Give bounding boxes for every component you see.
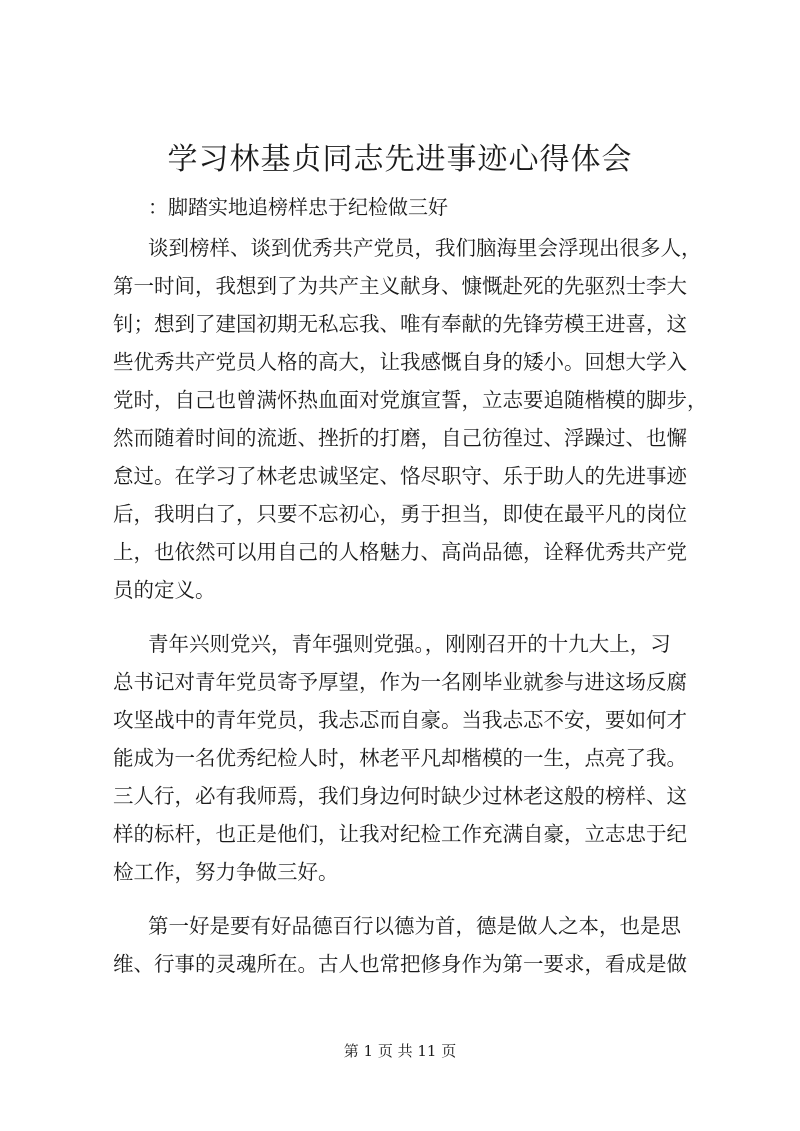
- body-line: 总书记对青年党员寄予厚望，作为一名刚毕业就参与进这场反腐: [113, 670, 687, 694]
- body-line: 上，也依然可以用自己的人格魅力、高尚品德，诠释优秀共产党: [113, 540, 687, 564]
- body-line: 员的定义。: [113, 578, 216, 602]
- body-line: 些优秀共产党员人格的高大，让我感慨自身的矮小。回想大学入: [113, 350, 687, 374]
- body-line: 能成为一名优秀纪检人时，林老平凡却楷模的一生，点亮了我。: [113, 746, 687, 770]
- body-line: 检工作，努力争做三好。: [113, 860, 339, 884]
- body-line: 后，我明白了，只要不忘初心，勇于担当，即使在最平凡的岗位: [113, 502, 687, 526]
- body-line: 第一时间，我想到了为共产主义献身、慷慨赴死的先驱烈士李大: [113, 274, 687, 298]
- document-title: 学习林基贞同志先进事迹心得体会: [167, 142, 633, 177]
- body-line: 第一好是要有好品德百行以德为首，德是做人之本，也是思: [148, 914, 681, 938]
- body-line: 三人行，必有我师焉，我们身边何时缺少过林老这般的榜样、这: [113, 784, 687, 808]
- body-line: 然而随着时间的流逝、挫折的打磨，自己彷徨过、浮躁过、也懈: [113, 426, 687, 450]
- page-footer: 第 1 页 共 11 页: [343, 1042, 457, 1060]
- body-line: 钊；想到了建国初期无私忘我、唯有奉献的先锋劳模王进喜，这: [113, 312, 687, 336]
- body-line: 谈到榜样、谈到优秀共产党员，我们脑海里会浮现出很多人，: [148, 236, 702, 260]
- body-line: 维、行事的灵魂所在。古人也常把修身作为第一要求，看成是做: [113, 952, 687, 976]
- body-line: 样的标杆，也正是他们，让我对纪检工作充满自豪，立志忠于纪: [113, 822, 687, 846]
- body-line: 怠过。在学习了林老忠诚坚定、恪尽职守、乐于助人的先进事迹: [113, 464, 687, 488]
- body-line: 青年兴则党兴，青年强则党强。，刚刚召开的十九大上，习: [148, 632, 671, 656]
- body-line: 党时，自己也曾满怀热血面对党旗宣誓，立志要追随楷模的脚步，: [113, 388, 708, 412]
- document-subtitle: ：脚踏实地追榜样忠于纪检做三好: [148, 195, 448, 219]
- body-line: 攻坚战中的青年党员，我忐忑而自豪。当我忐忑不安，要如何才: [113, 708, 687, 732]
